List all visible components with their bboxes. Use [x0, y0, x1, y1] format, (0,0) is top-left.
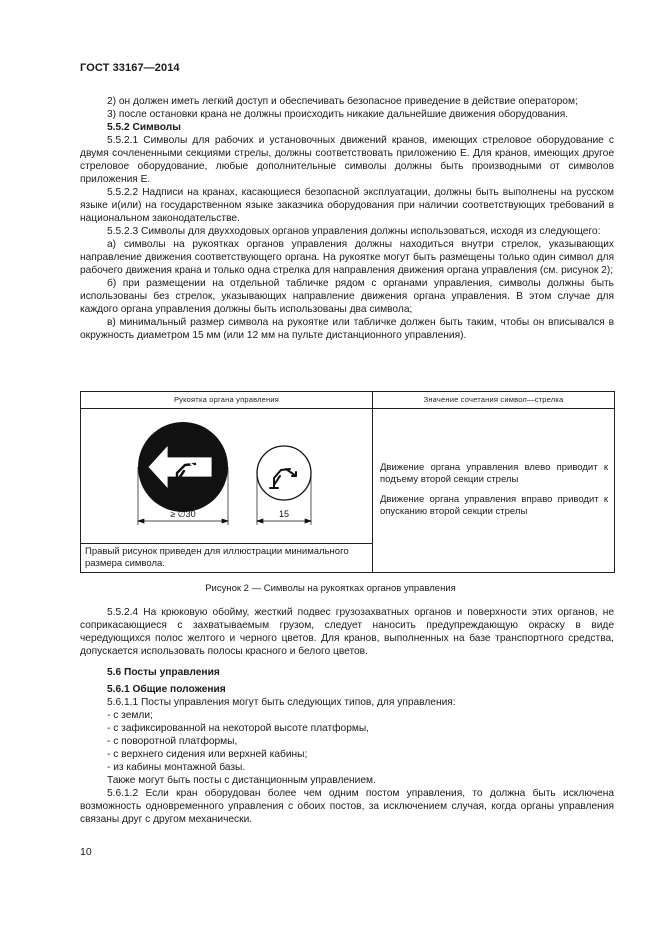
paragraph: 5.5.2.3 Символы для двухходовых органов управления должны использоваться, исходя из следующего: — [107, 226, 601, 237]
list-item: а) символы на рукоятках органов управления должны находиться внутри стрелок, указывающих направление движения соответствующего органа. На рукоятке могут быть размещены только один символ для рабочего движения крана и только одна стрелка для направления движения органа управления (см. рисунок 2); — [80, 239, 614, 276]
list-item: - из кабины монтажной базы. — [107, 762, 246, 773]
list-item: - с верхнего сидения или верхней кабины; — [107, 749, 308, 760]
large-handle-symbol-icon — [138, 422, 228, 512]
paragraph: 5.6.1.2 Если кран оборудован более чем одним постом управления, то должна быть исключена возможность одновременного управления с обоих постов, за исключением случая, когда органы управления связаны друг с другом механически. — [80, 788, 614, 825]
paragraph: 5.6.1.1 Посты управления могут быть следующих типов, для управления: — [107, 697, 456, 708]
figure-col1-header: Рукоятка органа управления — [81, 392, 373, 409]
figure-table — [80, 391, 615, 573]
meaning-left: Движение органа управления влево приводит к подъему второй секции стрелы — [380, 462, 608, 485]
list-item: б) при размещении на отдельной табличке рядом с органами управления, символы должны быть использованы без стрелок, указывающих направление движения органа управления. В этом случае для каждого органа управления должны быть использованы два символа; — [80, 278, 614, 315]
main-text-bottom — [80, 606, 614, 826]
section-heading: 5.5.2 Символы — [107, 122, 181, 133]
dimension-label-large: ≥ ∅30 — [170, 509, 196, 519]
paragraph: Также могут быть посты с дистанционным управлением. — [107, 775, 376, 786]
small-handle-symbol-icon — [257, 446, 311, 500]
section-heading: 5.6 Посты управления — [107, 667, 220, 678]
list-item: в) минимальный размер символа на рукоятке или табличке должен быть таким, чтобы он вписывался в окружность диаметром 15 мм (или 12 мм на пульте дистанционного управления). — [80, 317, 614, 341]
paragraph: 5.5.2.4 На крюковую обойму, жесткий подвес грузозахватных органов и поверхности этих органов, не соприкасающиеся с захватываемым грузом, следует наносить предупреждающую окраску в виде чередующихся полос желтого и черного цветов. Для кранов, выполненных на базе транспортного средства, допускается использовать полосы красного и белого цветов. — [80, 607, 614, 657]
meaning-right: Движение органа управления вправо приводит к опусканию второй секции стрелы — [380, 494, 608, 517]
paragraph: 5.5.2.1 Символы для рабочих и установочных движений кранов, имеющих стреловое оборудование с двумя сочлененными секциями стрелы, должны соответствовать приложению Е. Для кранов, имеющих другое стреловое оборудование, любые дополнительные символы должны быть производными от символов приложения Е. — [80, 135, 614, 185]
page-header-title: ГОСТ 33167—2014 — [80, 62, 180, 74]
figure-meaning-cell — [373, 409, 615, 573]
figure-image-cell — [81, 409, 373, 544]
figure-note: Правый рисунок приведен для иллюстрации минимального размера символа. — [81, 544, 373, 573]
paragraph: 5.5.2.2 Надписи на кранах, касающиеся безопасной эксплуатации, должны быть выполнены на русском языке и(или) на государственном языке заказчика оборудования при наличии соответствующих требований в национальном законодательстве. — [80, 187, 614, 224]
list-item: - с земли; — [107, 710, 153, 721]
list-item: - с зафиксированной на некоторой высоте платформы, — [107, 723, 370, 734]
paragraph: 3) после остановки крана не должны происходить никакие дальнейшие движения оборудования. — [107, 109, 569, 120]
figure-caption: Рисунок 2 — Символы на рукоятках органов управления — [205, 583, 456, 594]
dimension-label-small: 15 — [278, 509, 290, 519]
subsection-heading: 5.6.1 Общие положения — [107, 684, 226, 695]
paragraph: 2) он должен иметь легкий доступ и обеспечивать безопасное приведение в действие оператором; — [107, 96, 578, 107]
figure-col2-header: Значение сочетания символ—стрелка — [373, 392, 615, 409]
main-text-top — [80, 95, 614, 342]
control-handle-symbols — [81, 409, 372, 541]
page-number: 10 — [80, 846, 92, 858]
list-item: - с поворотной платформы, — [107, 736, 238, 747]
